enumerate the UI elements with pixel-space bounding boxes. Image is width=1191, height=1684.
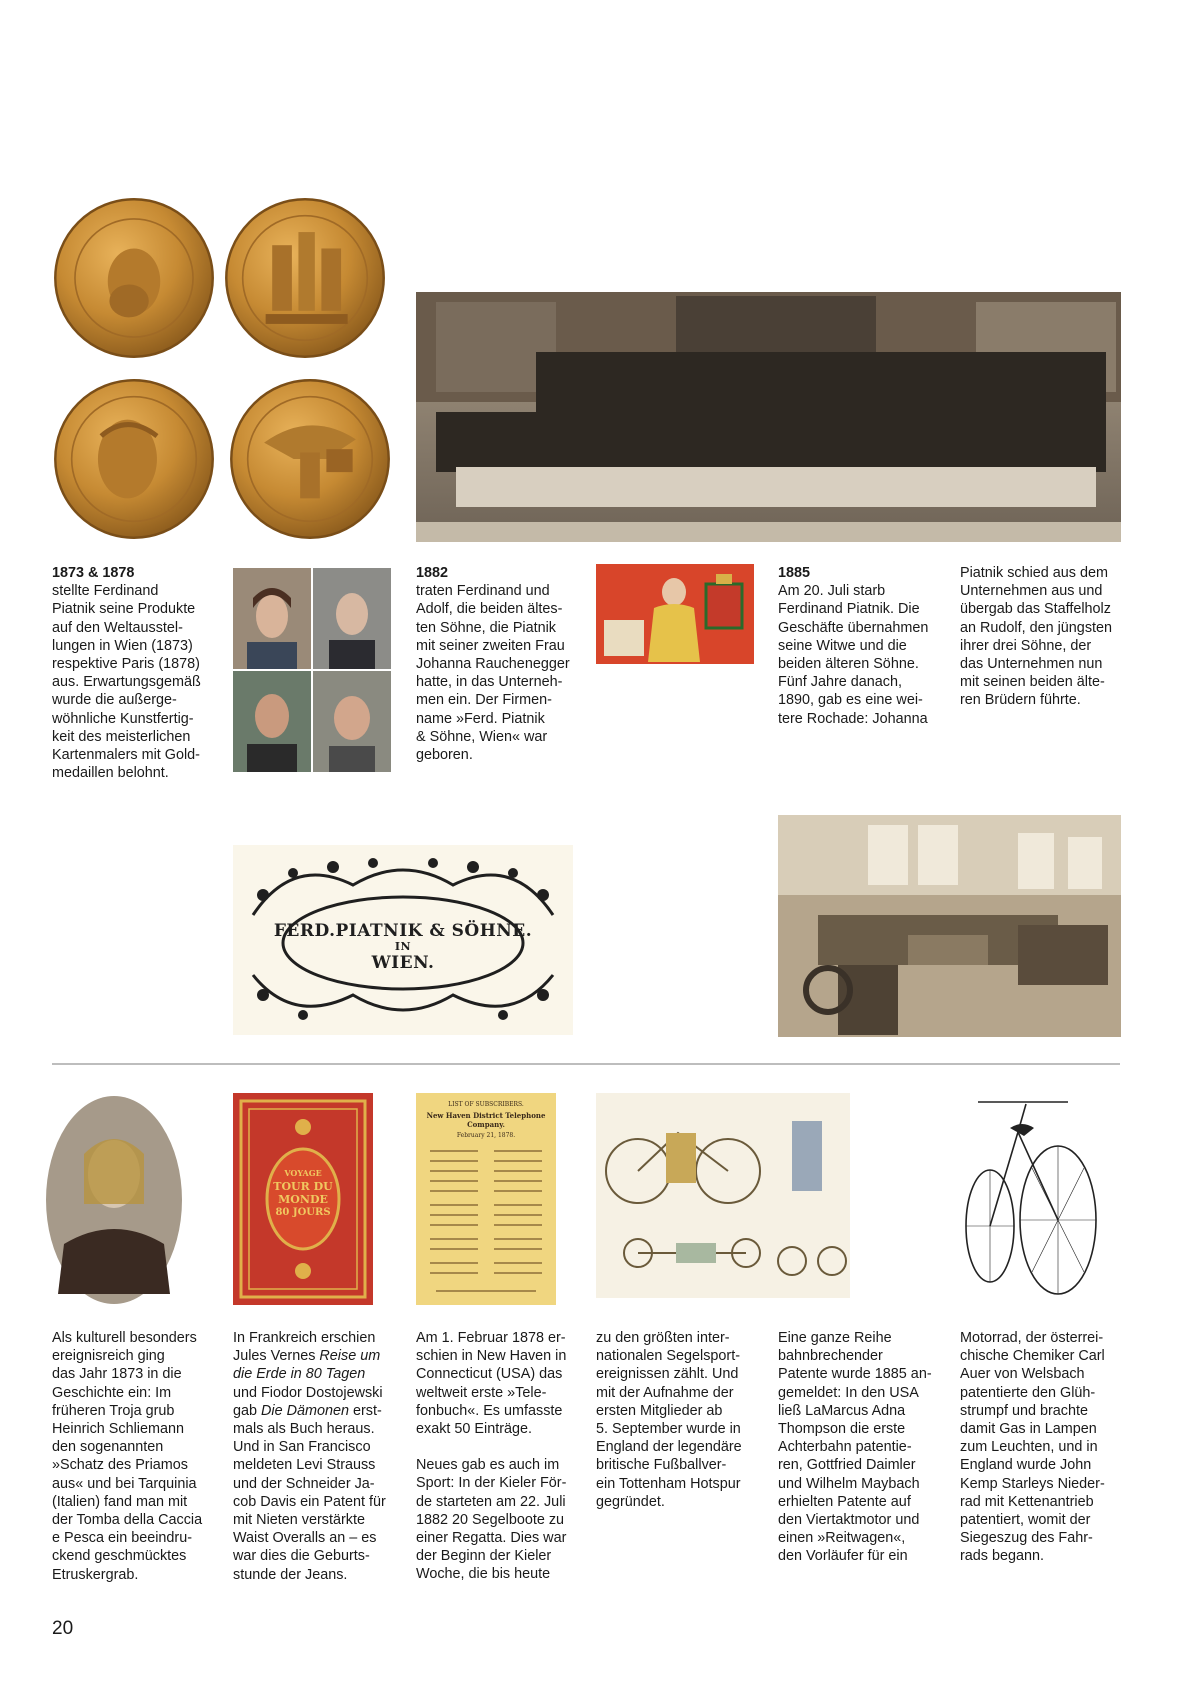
logo-line-1: FERD.PIATNIK & SÖHNE.: [273, 921, 533, 941]
col2-rest: erst- mals als Buch heraus. Und in San Francisco meldeten Levi Strauss und der Schneider Ja- cob Davis ein Patent für mit Nieten verstärkte Waist Overalls an – es war dies die Geburts- stunde der Jeans.: [233, 1402, 386, 1583]
col2-title-verne: Reise um die Erde in 80 Tagen: [233, 1348, 381, 1383]
phonebook-title: New Haven District Telephone Company.: [426, 1111, 546, 1129]
heading-1885: 1885: [778, 565, 811, 581]
book-line-3: MONDE: [278, 1193, 328, 1206]
text-col-1873-culture: [52, 1329, 217, 1584]
logo-line-3: WIEN.: [371, 953, 435, 973]
body-col-1: Als kulturell besonders ereignisreich ging das Jahr 1873 in die Geschichte ein: Im früheren Troja grub Heinrich Schliemann den sogenannten »Schatz des Priamos aus« und bei Tarquinia (Italien) fand man mit der Tomba della Caccia e Pesca ein beeindru- ckend geschmücktes Etruskergrab.: [52, 1330, 203, 1583]
col2-title-dostojewski: Die Dämonen: [261, 1402, 350, 1419]
medal-winged-figure-image: [228, 377, 392, 541]
text-col-1873-books: [233, 1329, 403, 1584]
text-block-1885-cont: [960, 564, 1130, 710]
phonebook-header: LIST OF SUBSCRIBERS.: [448, 1101, 524, 1108]
body-1882: traten Ferdinand und Adolf, die beiden ältes- ten Söhne, die Piatnik mit seiner zweiten Frau Johanna Rauchenegger hatte, in das Unterneh- men ein. Der Firmen- name »Ferd. Piatnik & Söhne, Wien« war geboren.: [416, 583, 570, 764]
schliemann-portrait-image: [44, 1094, 184, 1306]
heading-1873: 1873 & 1878: [52, 565, 135, 581]
text-block-1885: [778, 564, 948, 728]
col2-mid: und Fiodor Dostojewski gab: [233, 1384, 383, 1419]
text-col-1882-sports: [596, 1329, 766, 1511]
col2-intro: In Frankreich erschien Jules Vernes: [233, 1330, 376, 1365]
phonebook-image: [416, 1093, 556, 1305]
section-divider: [52, 1063, 1120, 1065]
factory-interior-image: [778, 815, 1121, 1037]
portraits-grid-image: [233, 568, 391, 772]
group-photo-image: [416, 292, 1121, 542]
book-line-2: TOUR DU: [273, 1180, 333, 1193]
medal-portrait-image: [52, 196, 216, 360]
medal-republique-image: [52, 377, 216, 541]
text-block-1882: [416, 564, 586, 764]
bicycle-drawing-image: [958, 1092, 1098, 1300]
logo-line-2: IN: [394, 940, 412, 953]
body-col-4: zu den größten inter- nationalen Segelsport- ereignissen zählt. Und mit der Aufnahme der ersten Mitglieder ab 5. September wurde in England der legendäre britische Fußballver- ein Tottenham Hotspur gegründet.: [596, 1330, 742, 1510]
phonebook-date: February 21, 1878.: [456, 1132, 516, 1139]
piatnik-logo-image: [233, 845, 573, 1035]
body-1885: Am 20. Juli starb Ferdinand Piatnik. Die Geschäfte übernahmen seine Witwe und die beiden älteren Söhne. Fünf Jahre danach, 1890, gab es eine wei- tere Rochade: Johanna: [778, 583, 929, 727]
medal-allegory-image: [223, 196, 387, 360]
body-1885-cont: Piatnik schied aus dem Unternehmen aus und übergab das Staffelholz an Rudolf, den jüngsten ihrer drei Söhne, der das Unternehmen nun mit seinen beiden älte- ren Brüdern führte.: [960, 565, 1113, 709]
body-1873: stellte Ferdinand Piatnik seine Produkte auf den Weltausstel- lungen in Wien (1873) respektive Paris (1878) aus. Erwartungsgemäß wurde die außerge- wöhnliche Kunstfertig- keit des meisterlichen Kartenmalers mit Gold- medaillen belohnt.: [52, 583, 201, 782]
book-cover-image: [233, 1093, 373, 1305]
patent-drawing-image: [596, 1093, 850, 1298]
body-col-6: Motorrad, der österrei- chische Chemiker Carl Auer von Welsbach patentierte den Glüh- strumpf und brachte damit Gas in Lampen zum Leuchten, und in England wurde John Kemp Starleys Nieder- rad mit Kettenantrieb patentiert, womit der Siegeszug des Fahr- rads begann.: [960, 1330, 1105, 1565]
text-block-1873: [52, 564, 212, 782]
book-line-4: 80 JOURS: [275, 1207, 331, 1218]
heading-1882: 1882: [416, 565, 449, 581]
body-col-5: Eine ganze Reihe bahnbrechender Patente wurde 1885 an- gemeldet: In den USA ließ LaMarcus Adna Thompson die erste Achterbahn patentie- ren, Gottfried Daimler und Wilhelm Maybach erhielten Patente auf den Viertaktmotor und einen »Reitwagen«, den Vorläufer für ein: [778, 1330, 932, 1565]
book-line-1: VOYAGE: [284, 1168, 322, 1178]
body-col-3a: Am 1. Februar 1878 er- schien in New Haven in Connecticut (USA) das weltweit erste »Tele- fonbuch«. Es umfasste exakt 50 Einträge.: [416, 1330, 567, 1438]
body-col-3b: Neues gab es auch im Sport: In der Kieler För- de starteten am 22. Juli 1882 20 Segelboote zu einer Regatta. Dies war der Beginn der Kieler Woche, die bis heute: [416, 1457, 567, 1583]
text-col-1878-phonebook: [416, 1329, 586, 1584]
hungarian-poster-image: [596, 564, 754, 664]
page-number: 20: [52, 1618, 74, 1639]
text-col-1885-patents-cont: [960, 1329, 1130, 1566]
text-col-1885-patents: [778, 1329, 948, 1566]
